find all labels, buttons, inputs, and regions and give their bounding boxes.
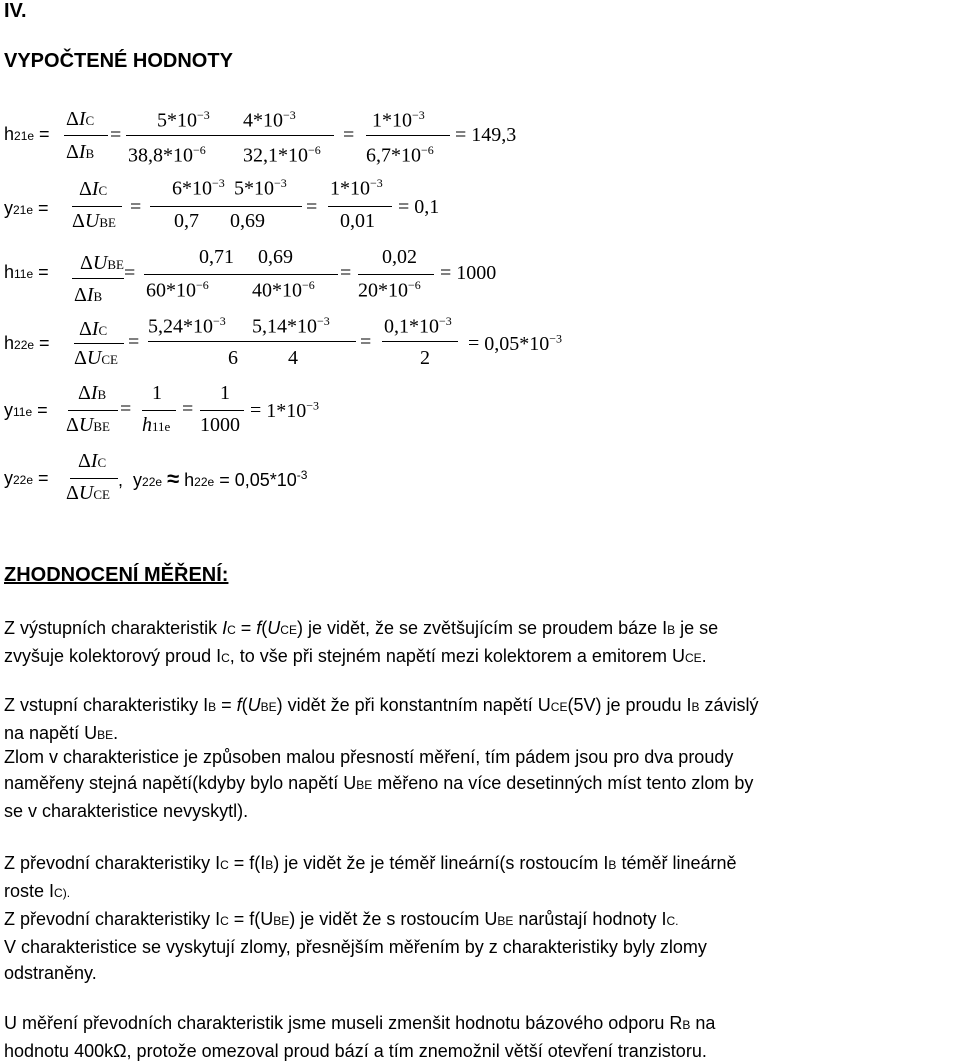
delta-numerator: I (78, 108, 86, 130)
heading-evaluation: ZHODNOCENÍ MĚŘENÍ: (4, 564, 229, 586)
paragraph-break-explanation: Zlom v charakteristice je způsoben malou přesností měření, tím pádem jsou pro dva proudy naměřeny stejná napětí(kdyby bylo napětí UBE měřeno na více desetinných míst tento zlom by se v charakteristice nevyskytl). (4, 747, 754, 821)
result-h21e: 149,3 (471, 124, 517, 146)
result-y11e: $1*10^{-3}$ (266, 398, 320, 422)
section-number: IV. (4, 0, 27, 22)
delta-denominator: I (78, 141, 86, 163)
paragraph-input-characteristics: Z vstupní charakteristiky IB = f(UBE) vidět že při konstantním napětí UCE(5V) je proudu IB závislý na napětí UBE. (4, 695, 759, 743)
paragraph-base-resistor: U měření převodních charakteristik jsme museli zmenšit hodnotu bázového odporu RB na hodnotu 400kΩ, protože omezoval proud bází a tím znemožnil větší otevření tranzistoru. (4, 1013, 716, 1061)
result-h22e: $0,05*10^{-3}$ (484, 331, 563, 355)
delta-denominator-sub: B (85, 146, 95, 161)
paragraph-output-characteristics: Z výstupních charakteristik IC = f(UCE) je vidět, že se zvětšujícím se proudem báze IB je se zvyšuje kolektorový proud IC, to vše při stejném napětí mezi kolektorem a emitorem UCE. (4, 618, 719, 666)
delta-numerator-sub: C (85, 113, 95, 128)
heading-computed-values: VYPOČTENÉ HODNOTY (4, 50, 233, 72)
paragraph-transfer-characteristics: Z převodní charakteristiky IC = f(IB) je vidět že je téměř lineární(s rostoucím IB téměř lineárně roste IC). Z převodní charakteristiky IC = f(UBE) je vidět že s rostoucím UBE narůstají hodnoty IC. V charakteristice se vyskytují zlomy, přesnějším měřením by z charakteristiky byly zlomy odstraněny. (4, 853, 737, 983)
lhs-subscript: 21e (14, 129, 35, 143)
fraction-bar (64, 135, 108, 136)
result-h11e: 1000 (456, 262, 497, 284)
approx-icon: ≈ (167, 466, 180, 491)
result-y21e: 0,1 (414, 196, 440, 218)
lhs-symbol: h (4, 124, 15, 144)
